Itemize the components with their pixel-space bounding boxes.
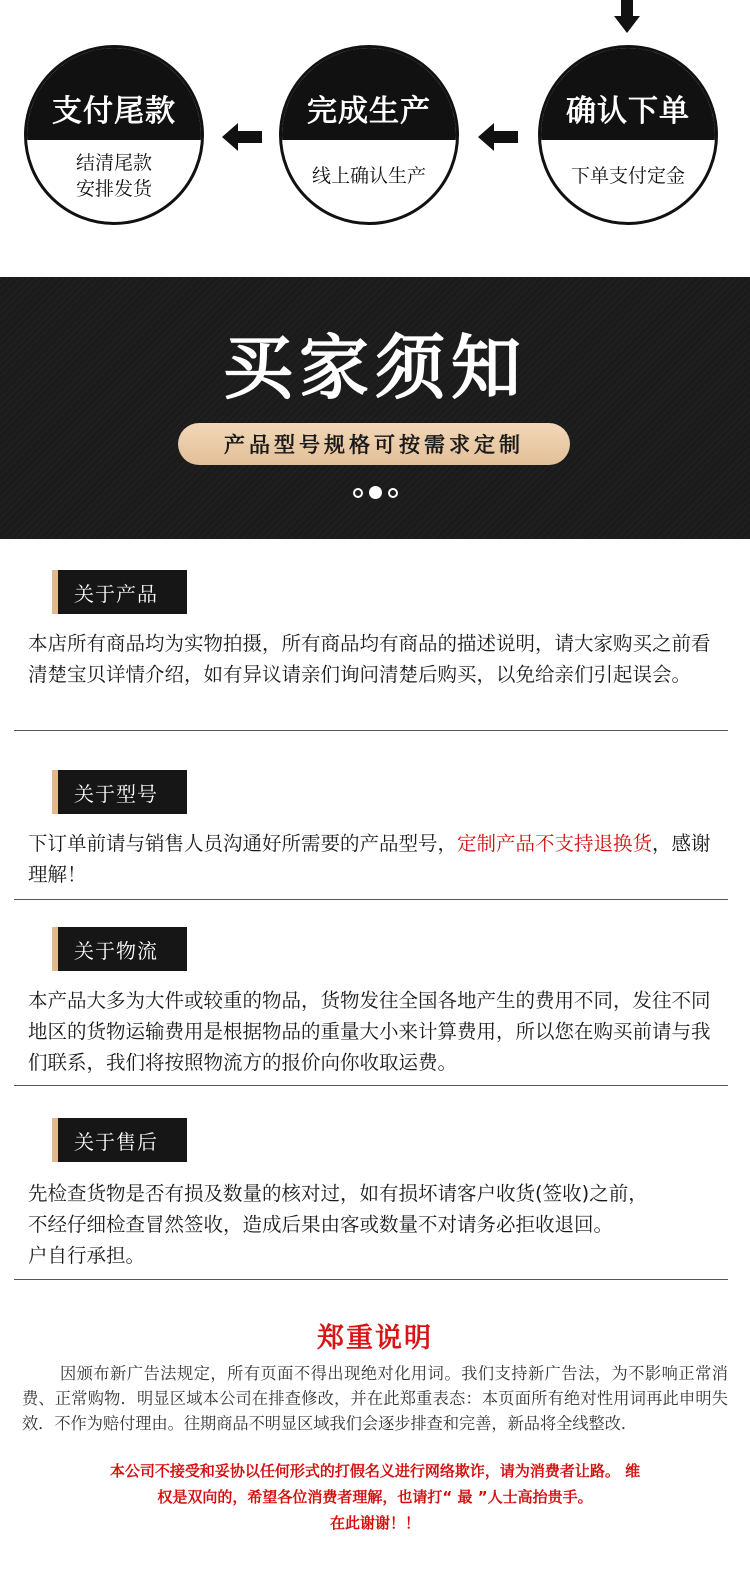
buyer-notice-banner [0,277,750,539]
dot-icon [388,488,398,498]
customizable-pill: 产品型号规格可按需求定制 [178,423,570,465]
section-text-product: 本店所有商品均为实物拍摄，所有商品均有商品的描述说明，请大家购买之前看清楚宝贝详情介绍，如有异议请亲们询问清楚后购买，以免给亲们引起误会。 [28,632,711,686]
section-text-logistics: 本产品大多为大件或较重的物品，货物发往全国各地产生的费用不同，发往不同地区的货物运输费用是根据物品的重量大小来计算费用，所以您在购买前请与我们联系，我们将按照物流方的报价向你收取运费。 [28,989,711,1074]
divider [14,899,728,900]
divider [14,1085,728,1086]
step-title: 完成生产 [282,48,456,140]
section-text-model: 下订单前请与销售人员沟通好所需要的产品型号，定制产品不支持退换货，感谢理解！ [28,832,711,886]
step-desc: 线上确认生产 [311,165,426,187]
section-text-after-sales: 先检查货物是否有损及数量的核对过，如有损坏请客户收货(签收)之前， 不经仔细检查冒然签收，造成后果由客或数量不对请务必拒收退回。 户自行承担。 [28,1182,648,1267]
divider [14,1279,728,1280]
dots-decoration [0,486,750,499]
statement-title: 郑重说明 [317,1323,433,1354]
dot-active-icon [369,486,382,499]
step-title: 支付尾款 [27,48,201,140]
arrow-down-icon [614,0,640,34]
step-confirm-order [538,45,718,225]
section-tag-model: 关于型号 [52,770,187,814]
step-desc: 下单支付定金 [570,165,685,187]
step-desc: 结清尾款 安排发货 [75,152,152,200]
section-tag-after-sales: 关于售后 [52,1118,187,1162]
statement-body: 因颁布新广告法规定，所有页面不得出现绝对化用词。我们支持新广告法，为不影响正常消费、正常购物．明显区域本公司在排查修改，并在此郑重表态：本页面所有绝对性用词再此申明失效．不作为赔付理由。往期商品不明显区域我们会逐步排查和完善，新品将全线整改． [22,1364,728,1433]
divider [14,730,728,731]
step-pay-balance [24,45,204,225]
no-return-warning: 定制产品不支持退换货 [457,832,653,855]
statement-warning: 本公司不接受和妥协以任何形式的打假名义进行网络欺诈，请为消费者让路。 维 权是双向的，希望各位消费者理解，也请打“ 最 ”人士高抬贵手。 在此谢谢！！ [109,1462,641,1532]
arrow-left-icon [478,123,518,151]
step-title: 确认下单 [541,48,715,140]
section-tag-product: 关于产品 [52,570,187,614]
dot-icon [353,488,363,498]
step-production-complete [279,45,459,225]
section-tag-logistics: 关于物流 [52,927,187,971]
arrow-left-icon [222,123,262,151]
process-flow [0,0,750,276]
banner-title: 买家须知 [223,327,527,409]
